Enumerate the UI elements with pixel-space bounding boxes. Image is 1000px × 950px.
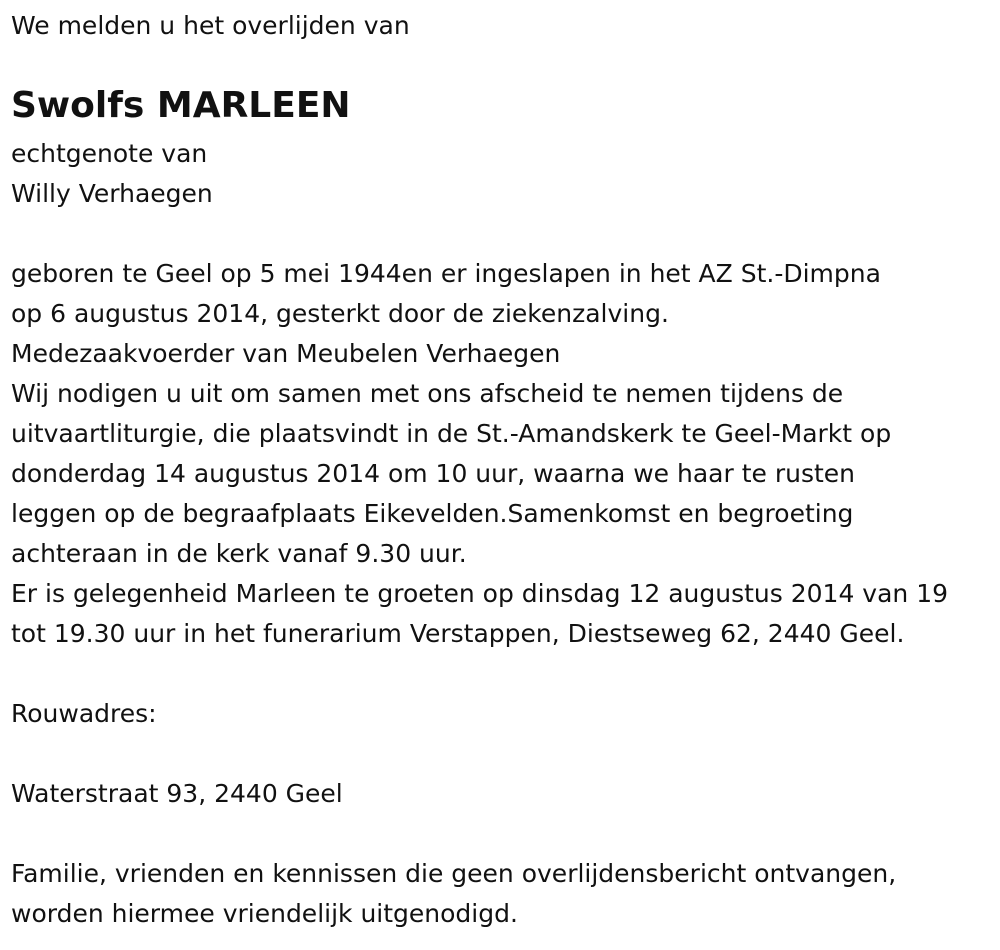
body-line: Er is gelegenheid Marleen te groeten op dinsdag 12 augustus 2014 van 19: [11, 579, 949, 608]
relation-text: echtgenote van: [11, 139, 208, 168]
mourning-address: Waterstraat 93, 2440 Geel: [11, 779, 343, 808]
body-line: op 6 augustus 2014, gesterkt door de ziekenzalving.: [11, 299, 669, 328]
body-line: achteraan in de kerk vanaf 9.30 uur.: [11, 539, 467, 568]
body-line: tot 19.30 uur in het funerarium Verstappen, Diestseweg 62, 2440 Geel.: [11, 619, 905, 648]
body-line: geboren te Geel op 5 mei 1944en er ingeslapen in het AZ St.-Dimpna: [11, 259, 881, 288]
body-line: uitvaartliturgie, die plaatsvindt in de St.-Amandskerk te Geel-Markt op: [11, 419, 892, 448]
mourning-address-label: Rouwadres:: [11, 699, 157, 728]
closing-line: Familie, vrienden en kennissen die geen overlijdensbericht ontvangen,: [11, 859, 897, 888]
body-line: leggen op de begraafplaats Eikevelden.Samenkomst en begroeting: [11, 499, 854, 528]
body-line: donderdag 14 augustus 2014 om 10 uur, waarna we haar te rusten: [11, 459, 855, 488]
closing-line: worden hiermee vriendelijk uitgenodigd.: [11, 899, 518, 928]
body-line: Wij nodigen u uit om samen met ons afscheid te nemen tijdens de: [11, 379, 844, 408]
spouse-name: Willy Verhaegen: [11, 179, 213, 208]
deceased-name: Swolfs MARLEEN: [11, 85, 351, 126]
intro-text: We melden u het overlijden van: [11, 11, 410, 40]
body-line: Medezaakvoerder van Meubelen Verhaegen: [11, 339, 561, 368]
